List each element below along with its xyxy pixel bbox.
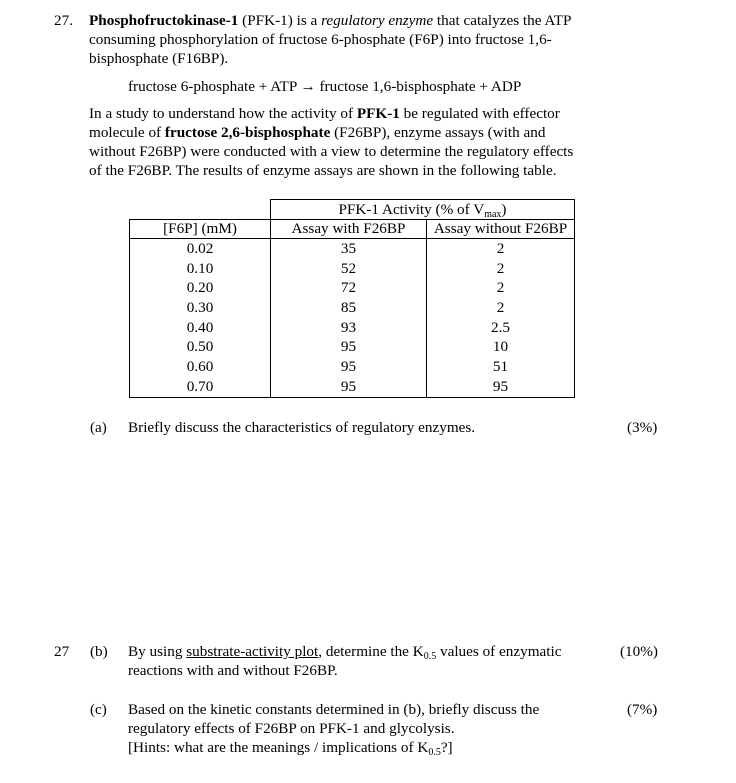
enzyme-name: Phosphofructokinase-1 [89, 12, 239, 29]
column-header-without-f26bp: Assay without F26BP [433, 220, 568, 237]
part-a-label: (a) [90, 419, 107, 436]
reaction-arrow-icon: → [300, 78, 316, 95]
substrate-activity-plot-term: substrate-activity plot [186, 643, 319, 660]
para-line-3: without F26BP) were conducted with a view to determine the regulatory effects [89, 143, 574, 160]
para-line-1: In a study to understand how the activity of PFK-1 be regulated with effector [89, 105, 560, 122]
part-b-marks: (10%) [620, 643, 658, 660]
intro-line-2: consuming phosphorylation of fructose 6-phosphate (F6P) into fructose 1,6- [89, 31, 552, 48]
part-b-question-number: 27 [54, 643, 70, 660]
para-line-4: of the F26BP. The results of enzyme assays are shown in the following table. [89, 162, 557, 179]
part-a-text: Briefly discuss the characteristics of regulatory enzymes. [128, 419, 476, 436]
part-b-line-2: reactions with and without F26BP. [128, 662, 338, 679]
intro-line-1: Phosphofructokinase-1 (PFK-1) is a regulatory enzyme that catalyzes the ATP [89, 12, 572, 29]
reaction-equation: fructose 6-phosphate + ATP → fructose 1,6-bisphosphate + ADP [128, 78, 522, 95]
intro-line-3: bisphosphate (F16BP). [89, 50, 229, 67]
part-c-label: (c) [90, 701, 107, 718]
column-header-with-f26bp: Assay with F26BP [291, 220, 406, 237]
column-header-f6p: [F6P] (mM) [163, 220, 237, 237]
regulatory-enzyme-term: regulatory enzyme [321, 12, 434, 29]
part-c-marks: (7%) [627, 701, 658, 718]
activity-table: PFK-1 Activity (% of $V_{max}$) [F6P] (mM) Assay with F26BP Assay without F26BP 0.02 35 2 0.10 52 2 0.20 72 2 0.30 85 2 0.40 93 2.5 0.50 95 10 0.60 95 51 0.70 95 95 [129, 199, 575, 398]
table-border-bottom [129, 397, 575, 398]
table-border-right [574, 199, 575, 398]
table-group-header: PFK-1 Activity (% of $V_{max}$) [338, 201, 507, 220]
part-b-line-1: By using substrate-activity plot, determine the $K_{0.5}$ values of enzymatic [128, 643, 562, 662]
part-c-line-2: regulatory effects of F26BP on PFK-1 and glycolysis. [128, 720, 455, 737]
question-number: 27. [54, 12, 73, 29]
part-b-label: (b) [90, 643, 108, 660]
part-c-line-3: [Hints: what are the meanings / implications of $K_{0.5}$?] [128, 739, 453, 758]
part-a-marks: (3%) [627, 419, 658, 436]
para-line-2: molecule of fructose 2,6-bisphosphate (F26BP), enzyme assays (with and [89, 124, 546, 141]
part-c-line-1: Based on the kinetic constants determined in (b), briefly discuss the [128, 701, 540, 718]
